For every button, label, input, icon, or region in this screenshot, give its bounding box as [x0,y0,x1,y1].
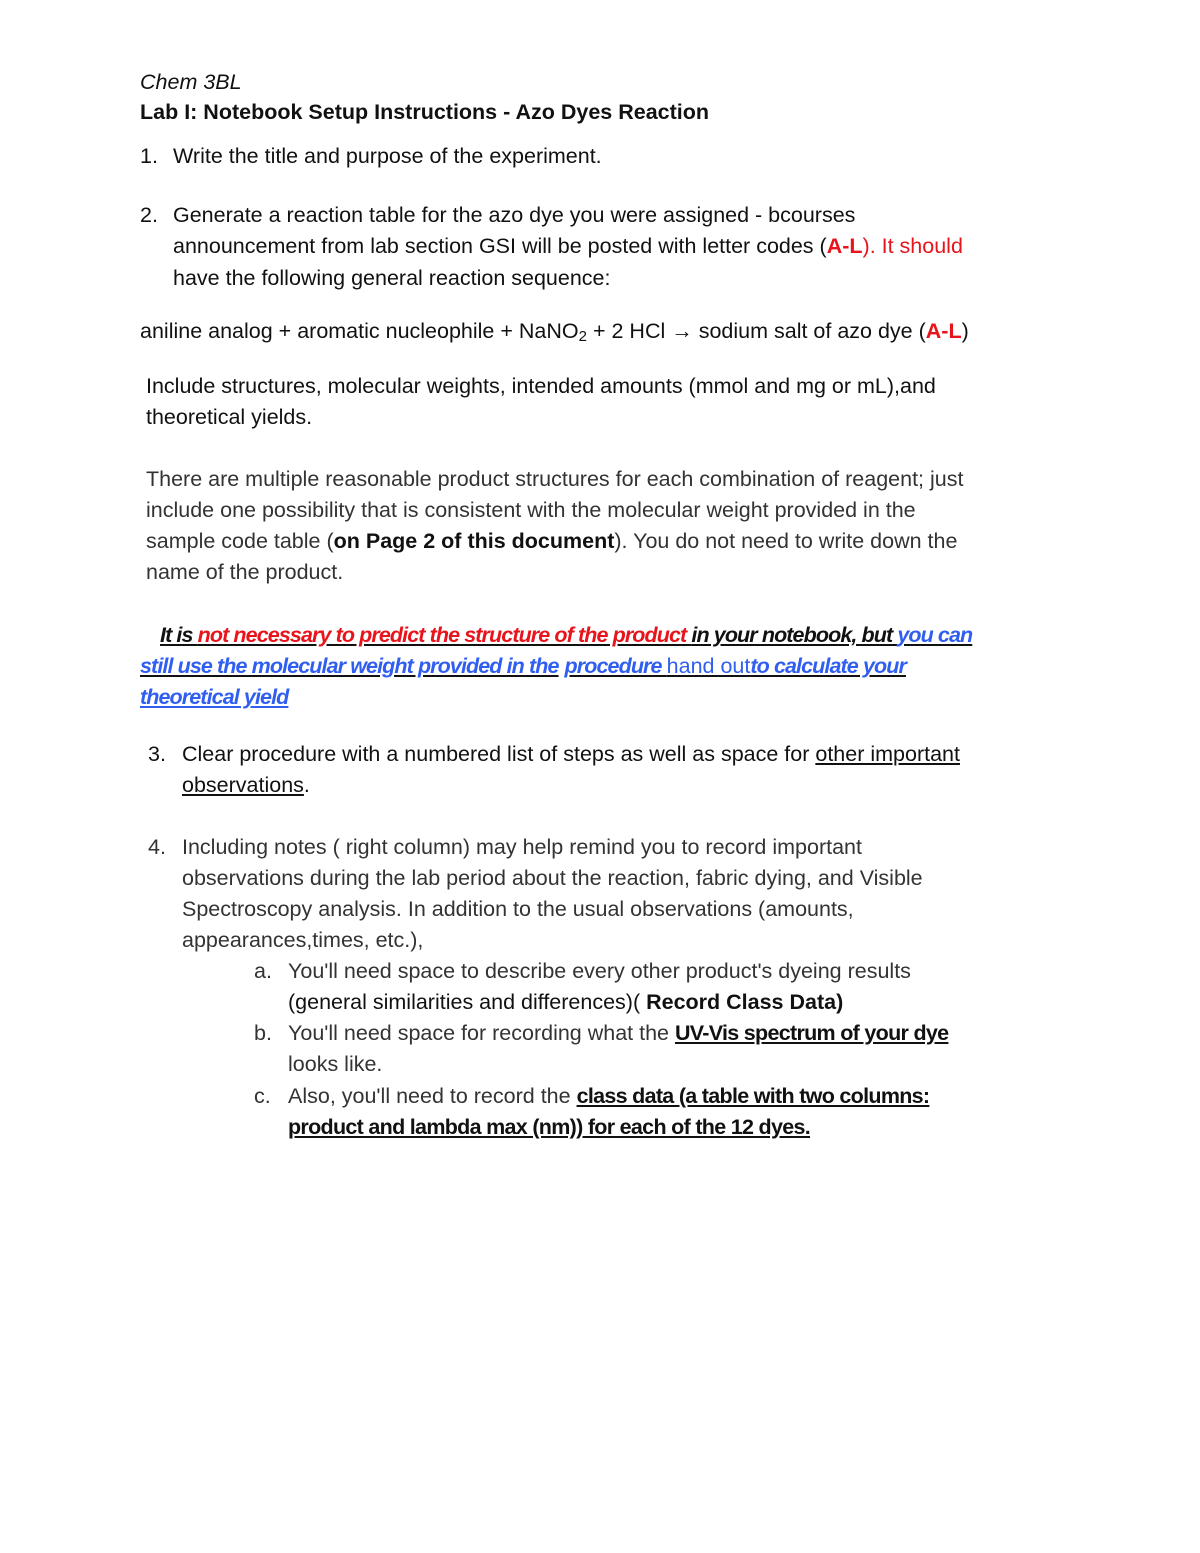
step-4b-marker: b. [254,1021,272,1045]
step-4-number: 4. [148,835,166,859]
step-4c-line-2: product and lambda max (nm)) for each of the 12 dyes. [288,1115,811,1139]
step-2-line-3: have the following general reaction sequence: [173,266,611,290]
reaction-close: ) [961,319,969,343]
step-4a-marker: a. [254,959,272,983]
step-4c-text: Also, you'll need to record the [288,1084,577,1108]
note-procedure: procedure [564,654,667,678]
multiple-line-3-start: sample code table ( [146,529,334,553]
step-3-number: 3. [148,742,166,766]
step-3-text: Clear procedure with a numbered list of steps as well as space for [182,742,816,766]
include-line-2: theoretical yields. [146,405,313,429]
step-4c-line-1 [288,1086,929,1108]
multiple-line-1: There are multiple reasonable product structures for each combination of reagent; just [146,467,964,491]
step-3-observations: observations [182,773,304,797]
step-4b-line-1 [288,1023,948,1045]
note-it-is: It is [160,623,198,647]
page-2-reference: on Page 2 of this document [333,529,615,553]
letter-codes-close: ). It should [862,234,963,258]
note-in-notebook: in your notebook, but [691,623,898,647]
step-3-line-1 [182,744,960,766]
reaction-part-2: + 2 HCl [586,319,672,343]
course-name: Chem 3BL [140,70,242,94]
step-1-number: 1. [140,144,158,168]
multiple-line-2: include one possibility that is consistent with the molecular weight provided in the [146,498,916,522]
multiple-line-3 [146,531,957,553]
reaction-sequence [140,321,969,344]
note-line-3: theoretical yield [140,685,289,709]
record-class-data: Record Class Data) [646,990,844,1014]
step-3-period: . [303,773,310,797]
step-4a-line-2 [288,992,843,1014]
step-1-text: Write the title and purpose of the experiment. [173,144,602,168]
note-molecular-weight: still use the molecular weight provided in the [140,654,559,678]
step-2-line-1: Generate a reaction table for the azo dye you were assigned - bcourses [173,203,856,227]
step-2-number: 2. [140,203,158,227]
step-3-underlined: other important [815,742,960,766]
step-4a-line-1: You'll need space to describe every other product's dyeing results [288,959,911,983]
step-4c-marker: c. [254,1084,271,1108]
note-line-2 [140,656,906,678]
page-title: Lab I: Notebook Setup Instructions - Azo Dyes Reaction [140,100,710,124]
step-4-line-1: Including notes ( right column) may help remind you to record important [182,835,862,859]
step-4b-line-2: looks like. [288,1052,383,1076]
step-2-line-2-text: announcement from lab section GSI will be posted with letter codes ( [173,234,827,258]
uv-vis-spectrum: UV-Vis spectrum of your dye [674,1021,949,1045]
step-4-line-2: observations during the lab period about the reaction, fabric dying, and Visible [182,866,923,890]
note-you-can: you can [897,623,973,647]
reaction-part-1: aniline analog + aromatic nucleophile + NaNO [140,319,579,343]
step-4b-text: You'll need space for recording what the [288,1021,675,1045]
note-to-calculate: to calculate your [750,654,906,678]
reaction-part-3: sodium salt of azo dye ( [692,319,926,343]
include-line-1: Include structures, molecular weights, intended amounts (mmol and mg or mL),and [146,374,936,398]
step-3-line-2 [182,775,310,797]
reaction-letter-codes: A-L [925,319,962,343]
multiple-line-3-end: ). You do not need to write down the [614,529,958,553]
class-data-table: class data (a table with two columns: [576,1084,930,1108]
note-not-necessary: not necessary to predict the structure of the product [197,623,692,647]
step-2-line-2 [173,236,963,258]
step-4-line-3: Spectroscopy analysis. In addition to the usual observations (amounts, [182,897,854,921]
note-line-1 [160,625,972,647]
note-hand-out: hand out [666,654,751,678]
reaction-arrow-icon: → [671,319,693,343]
letter-codes: A-L [826,234,863,258]
multiple-line-4: name of the product. [146,560,344,584]
step-4a-similarities: (general similarities and differences)( [288,990,647,1014]
reaction-subscript: 2 [578,328,587,345]
step-4-line-4: appearances,times, etc.), [182,928,424,952]
